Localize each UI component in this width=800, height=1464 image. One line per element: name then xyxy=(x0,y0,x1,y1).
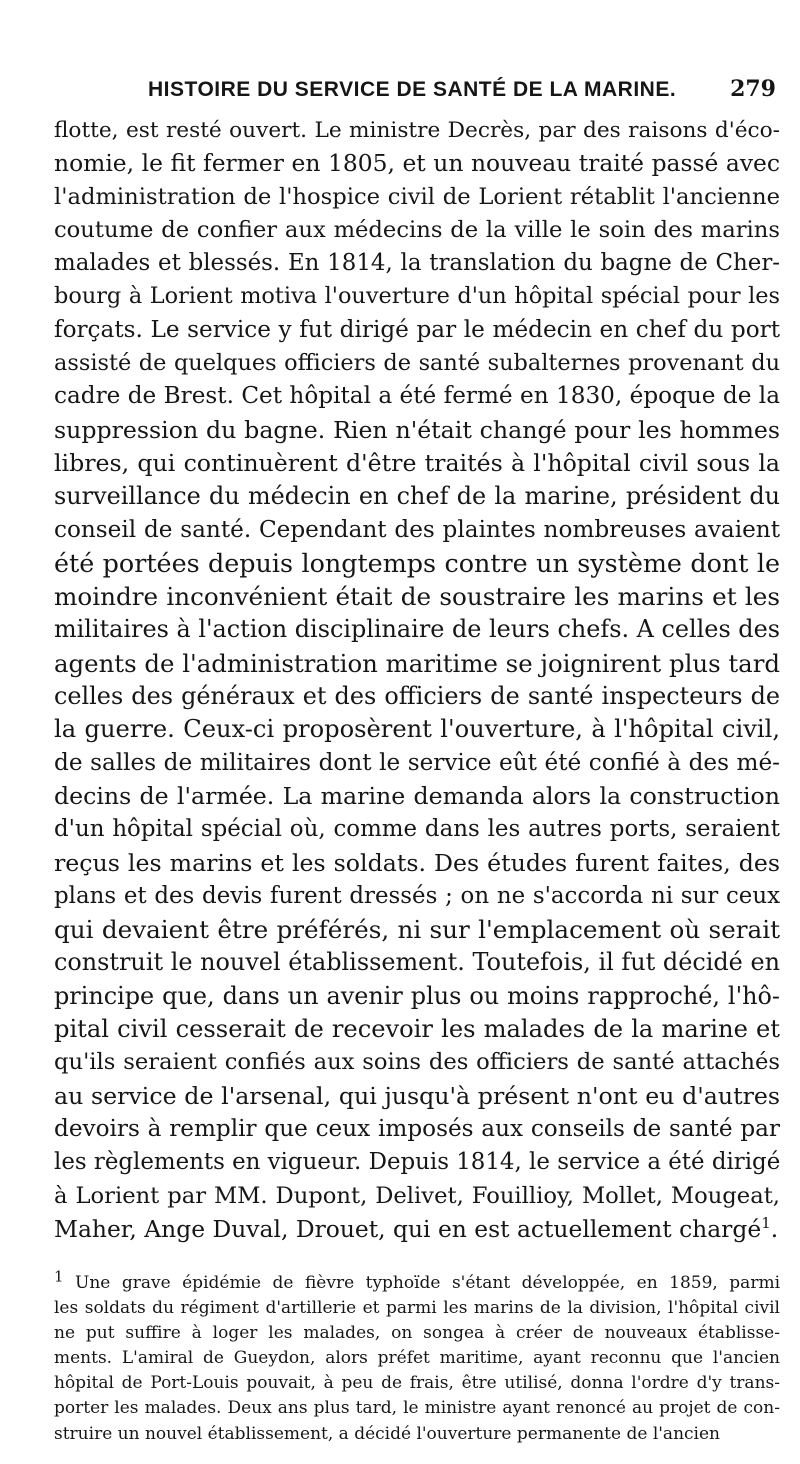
footnote-line: hôpital de Port-Louis pouvait, à peu de frais, être utilisé, donna l'ordre d'y trans- xyxy=(54,1373,780,1394)
footnote-marker: 1 xyxy=(54,1267,64,1286)
text-line: qu'ils seraient confiés aux soins des officiers de santé attachés xyxy=(54,1049,780,1076)
text-line: libres, qui continuèrent d'être traités à l'hôpital civil sous la xyxy=(54,448,780,477)
text-line: nomie, le fit fermer en 1805, et un nouveau traité passé avec xyxy=(54,149,780,178)
footnote-line: porter les malades. Deux ans plus tard, le ministre ayant renoncé au projet de con- xyxy=(54,1398,780,1419)
footnote-reference: 1 xyxy=(761,1214,771,1232)
text-line: agents de l'administration maritime se joignirent plus tard xyxy=(54,648,780,678)
text-line: coutume de confier aux médecins de la ville le soin des marins xyxy=(54,216,780,243)
footnote-line-content: Une grave épidémie de fièvre typhoïde s'étant développée, en 1859, parmi xyxy=(75,1273,781,1293)
page-number: 279 xyxy=(730,76,776,102)
text-line: à Lorient par MM. Dupont, Delivet, Fouillioy, Mollet, Mougeat, xyxy=(54,1182,780,1209)
text-line: bourg à Lorient motiva l'ouverture d'un hôpital spécial pour les xyxy=(54,283,780,310)
text-line: pital civil cesserait de recevoir les malades de la marine et xyxy=(54,1015,780,1044)
text-line: suppression du bagne. Rien n'était changé pour les hommes xyxy=(54,415,780,444)
footnote xyxy=(54,1267,781,1447)
text-line: surveillance du médecin en chef de la marine, président du xyxy=(54,482,780,511)
text-line: cadre de Brest. Cet hôpital a été fermé en 1830, époque de la xyxy=(54,383,780,410)
text-line: militaires à l'action disciplinaire de leurs chefs. A celles des xyxy=(54,615,780,644)
running-header xyxy=(148,76,776,102)
text-line: moindre inconvénient était de soustraire les marins et les xyxy=(54,582,780,612)
body-text xyxy=(54,114,780,1246)
running-title: HISTOIRE DU SERVICE DE SANTÉ DE LA MARINE. xyxy=(148,78,677,101)
text-line: été portées depuis longtemps contre un système dont le xyxy=(54,547,780,578)
text-line: la guerre. Ceux-ci proposèrent l'ouverture, à l'hôpital civil, xyxy=(54,715,780,744)
footnote-line: ne put suffire à loger les malades, on songea à créer de nouveaux établisse- xyxy=(54,1323,780,1344)
text-line: decins de l'armée. La marine demanda alors la construction xyxy=(54,781,780,810)
footnote-line: les soldats du régiment d'artillerie et parmi les marins de la division, l'hôpital civil xyxy=(54,1298,780,1319)
text-line: devoirs à remplir que ceux imposés aux conseils de santé par xyxy=(54,1115,780,1142)
text-line-last xyxy=(54,1213,780,1246)
text-line: conseil de santé. Cependant des plaintes nombreuses avaient xyxy=(54,516,780,543)
text-line: principe que, dans un avenir plus ou moins rapproché, l'hô- xyxy=(54,981,780,1010)
text-line-content: Maher, Ange Duval, Drouet, qui en est actuellement chargé xyxy=(54,1214,762,1243)
text-line: celles des généraux et des officiers de santé inspecteurs de xyxy=(54,682,780,711)
text-line: de salles de militaires dont le service eût été confié à des mé- xyxy=(54,749,780,776)
text-line: au service de l'arsenal, qui jusqu'à présent n'ont eu d'autres xyxy=(54,1081,780,1110)
text-line: assisté de quelques officiers de santé subalternes provenant du xyxy=(54,350,780,377)
footnote-line xyxy=(54,1267,781,1296)
text-line: construit le nouvel établissement. Toutefois, il fut décidé en xyxy=(54,948,780,977)
text-line: l'administration de l'hospice civil de Lorient rétablit l'ancienne xyxy=(54,183,780,210)
footnote-line: ments. L'amiral de Gueydon, alors préfet maritime, ayant reconnu que l'ancien xyxy=(54,1348,780,1369)
text-line: malades et blessés. En 1814, la translation du bagne de Cher- xyxy=(54,250,780,277)
text-line: d'un hôpital spécial où, comme dans les autres ports, seraient xyxy=(54,816,780,843)
text-line: les règlements en vigueur. Depuis 1814, le service a été dirigé xyxy=(54,1149,781,1176)
text-line: reçus les marins et les soldats. Des études furent faites, des xyxy=(54,848,780,877)
text-line: plans et des devis furent dressés ; on ne s'accorda ni sur ceux xyxy=(54,882,780,909)
line-end-punctuation: . xyxy=(770,1214,779,1243)
text-line: flotte, est resté ouvert. Le ministre Decrès, par des raisons d'éco- xyxy=(54,118,780,143)
text-line: qui devaient être préférés, ni sur l'emplacement où serait xyxy=(54,915,780,945)
text-line: forçats. Le service y fut dirigé par le médecin en chef du port xyxy=(54,316,780,343)
footnote-line: struire un nouvel établissement, a décidé l'ouverture permanente de l'ancien xyxy=(54,1423,720,1444)
